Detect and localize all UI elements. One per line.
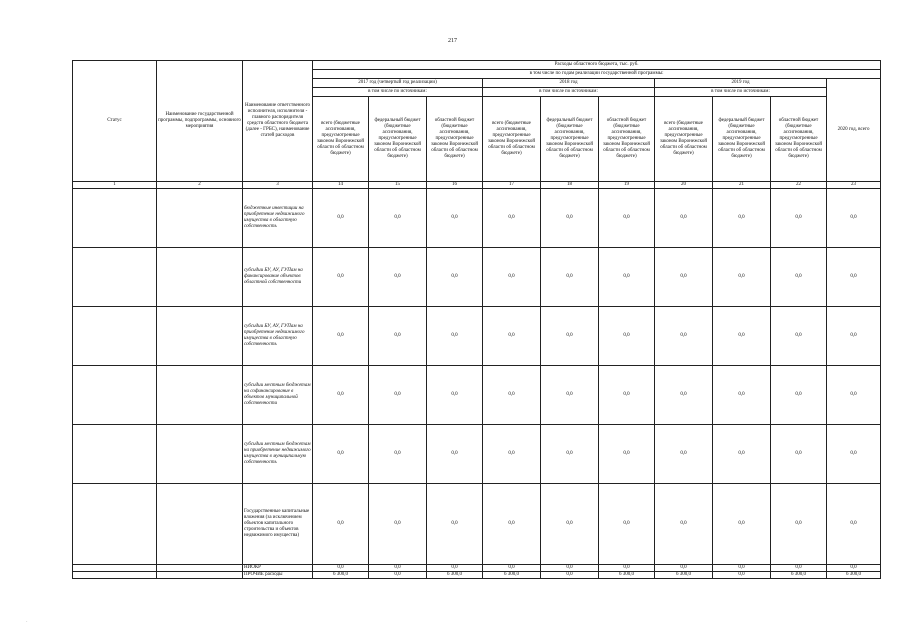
value-cell: 0,0 [369, 572, 427, 579]
value-cell: 0,0 [713, 565, 771, 572]
column-number-cell: 19 [599, 182, 655, 189]
table-row [73, 366, 881, 425]
value-cell: 0,0 [771, 565, 827, 572]
table-row [73, 572, 881, 579]
column-number-cell: 18 [541, 182, 599, 189]
value-cell: 0,0 [713, 248, 771, 307]
value-cell: 0,0 [599, 366, 655, 425]
header-sources-2018: в том числе по источникам: [483, 88, 655, 97]
column-number-cell: 14 [313, 182, 369, 189]
value-cell: 0,0 [427, 425, 483, 484]
header-expenses-title: Расходы областного бюджета, тыс. руб. [313, 61, 881, 70]
value-cell: 0,0 [771, 307, 827, 366]
value-cell: 0,0 [541, 248, 599, 307]
header-col-federal: федеральный бюджет (бюджетные ассигнования, предусмотренные законом Воронежской области об областном бюджете) [541, 97, 599, 182]
column-number-cell: 16 [427, 182, 483, 189]
table-row [73, 565, 881, 572]
value-cell: 0,0 [427, 307, 483, 366]
table-row [73, 484, 881, 565]
value-cell: 0,0 [655, 484, 713, 565]
value-cell: 0,0 [541, 572, 599, 579]
program-cell [157, 189, 243, 248]
value-cell: 0,0 [655, 425, 713, 484]
value-cell: 0,0 [483, 484, 541, 565]
status-cell [73, 425, 157, 484]
header-col-regional: областной бюджет (бюджетные ассигнования, предусмотренные законом Воронежской области об областном бюджете) [599, 97, 655, 182]
value-cell: 0,0 [713, 484, 771, 565]
value-cell: 0,0 [827, 307, 881, 366]
scan-mark: · [26, 620, 28, 625]
value-cell: 0,0 [313, 366, 369, 425]
value-cell: 0,0 [369, 484, 427, 565]
column-number-cell: 3 [243, 182, 313, 189]
table-row [73, 425, 881, 484]
value-cell: 0,0 [369, 366, 427, 425]
value-cell: 0,0 [369, 565, 427, 572]
value-cell: 0,0 [541, 307, 599, 366]
value-cell: 6 300,0 [827, 572, 881, 579]
program-cell [157, 572, 243, 579]
value-cell: 0,0 [427, 189, 483, 248]
program-cell [157, 366, 243, 425]
expense-item-name: субсидии местным бюджетам на приобретение недвижимого имущества в муниципальную собственность [243, 425, 313, 484]
header-program-name: Наименование государственной программы, подпрограммы, основного мероприятия [157, 61, 243, 182]
value-cell: 0,0 [599, 307, 655, 366]
header-col-regional: областной бюджет (бюджетные ассигнования, предусмотренные законом Воронежской области об областном бюджете) [427, 97, 483, 182]
value-cell: 0,0 [713, 189, 771, 248]
value-cell: 0,0 [541, 565, 599, 572]
status-cell [73, 366, 157, 425]
value-cell: 0,0 [541, 484, 599, 565]
status-cell [73, 248, 157, 307]
value-cell: 0,0 [827, 425, 881, 484]
header-executor: Наименование ответственного исполнителя, исполнителя - главного распорядителя средств областного бюджета (далее - ГРБС), наименование статей расходов [243, 61, 313, 182]
column-number-cell: 1 [73, 182, 157, 189]
value-cell: 0,0 [827, 248, 881, 307]
value-cell: 0,0 [541, 366, 599, 425]
program-cell [157, 484, 243, 565]
header-sources-2017: в том числе по источникам: [313, 88, 483, 97]
value-cell: 0,0 [483, 307, 541, 366]
header-col-total: всего (бюджетные ассигнования, предусмотренные законом Воронежской области об областном бюджете) [655, 97, 713, 182]
value-cell: 0,0 [827, 366, 881, 425]
header-col-federal: федеральный бюджет (бюджетные ассигнования, предусмотренные законом Воронежской области об областном бюджете) [369, 97, 427, 182]
page-number: 217 [448, 38, 457, 44]
value-cell: 0,0 [713, 307, 771, 366]
header-col-regional: областной бюджет (бюджетные ассигнования, предусмотренные законом Воронежской области об областном бюджете) [771, 97, 827, 182]
program-cell [157, 248, 243, 307]
value-cell: 0,0 [483, 248, 541, 307]
value-cell: 0,0 [771, 189, 827, 248]
value-cell: 0,0 [655, 307, 713, 366]
value-cell: 0,0 [313, 189, 369, 248]
value-cell: 0,0 [369, 307, 427, 366]
value-cell: 6 300,0 [483, 572, 541, 579]
value-cell: 0,0 [427, 484, 483, 565]
status-cell [73, 189, 157, 248]
header-by-years: в том числе по годам реализации государственной программы: [313, 70, 881, 79]
value-cell: 6 300,0 [599, 572, 655, 579]
expense-item-name: НИОКР [243, 565, 313, 572]
column-number-cell: 2 [157, 182, 243, 189]
value-cell: 0,0 [771, 425, 827, 484]
value-cell: 6 300,0 [427, 572, 483, 579]
value-cell: 0,0 [483, 189, 541, 248]
value-cell: 0,0 [313, 565, 369, 572]
expense-item-name: субсидии БУ, АУ, ГУПам на финансирование объектов областной собственности [243, 248, 313, 307]
value-cell: 0,0 [771, 484, 827, 565]
value-cell: 0,0 [541, 189, 599, 248]
value-cell: 0,0 [599, 248, 655, 307]
value-cell: 6 300,0 [313, 572, 369, 579]
column-numbers-row [73, 182, 881, 189]
table-row [73, 189, 881, 248]
value-cell: 0,0 [599, 484, 655, 565]
status-cell [73, 572, 157, 579]
expense-item-name: ПРОЧИЕ расходы [243, 572, 313, 579]
status-cell [73, 484, 157, 565]
column-number-cell: 23 [827, 182, 881, 189]
value-cell: 0,0 [771, 366, 827, 425]
value-cell: 0,0 [599, 189, 655, 248]
value-cell: 0,0 [313, 248, 369, 307]
program-cell [157, 565, 243, 572]
value-cell: 0,0 [369, 189, 427, 248]
value-cell: 0,0 [427, 565, 483, 572]
value-cell: 0,0 [655, 366, 713, 425]
value-cell: 6 300,0 [655, 572, 713, 579]
value-cell: 0,0 [599, 565, 655, 572]
expense-item-name: Государственные капитальные вложения (за исключением объектов капитального строительства и объектов недвижимого имущества) [243, 484, 313, 565]
value-cell: 0,0 [713, 572, 771, 579]
value-cell: 0,0 [655, 565, 713, 572]
column-number-cell: 22 [771, 182, 827, 189]
value-cell: 0,0 [427, 248, 483, 307]
header-col-total: всего (бюджетные ассигнования, предусмотренные законом Воронежской области об областном бюджете) [313, 97, 369, 182]
expense-item-name: субсидии местным бюджетам на софинансирование в объектов муниципальной собственности [243, 366, 313, 425]
table-row [73, 307, 881, 366]
column-number-cell: 21 [713, 182, 771, 189]
column-number-cell: 17 [483, 182, 541, 189]
header-status: Статус [73, 61, 157, 182]
header-col-total: всего (бюджетные ассигнования, предусмотренные законом Воронежской области об областном бюджете) [483, 97, 541, 182]
value-cell: 0,0 [483, 366, 541, 425]
value-cell: 0,0 [713, 425, 771, 484]
value-cell: 0,0 [827, 189, 881, 248]
status-cell [73, 565, 157, 572]
column-number-cell: 20 [655, 182, 713, 189]
header-col-federal: федеральный бюджет (бюджетные ассигнования, предусмотренные законом Воронежской области об областном бюджете) [713, 97, 771, 182]
value-cell: 0,0 [827, 565, 881, 572]
header-sources-2019: в том числе по источникам: [655, 88, 827, 97]
value-cell: 0,0 [771, 248, 827, 307]
expense-item-name: бюджетные инвестиции на приобретение недвижимого имущества в областную собственность [243, 189, 313, 248]
program-cell [157, 425, 243, 484]
value-cell: 6 300,0 [771, 572, 827, 579]
value-cell: 0,0 [369, 425, 427, 484]
table-row [73, 248, 881, 307]
value-cell: 0,0 [483, 425, 541, 484]
value-cell: 0,0 [427, 366, 483, 425]
value-cell: 0,0 [313, 425, 369, 484]
status-cell [73, 307, 157, 366]
value-cell: 0,0 [483, 565, 541, 572]
header-year-2020: 2020 год, всего [827, 79, 881, 182]
program-cell [157, 307, 243, 366]
value-cell: 0,0 [313, 484, 369, 565]
header-year-2017: 2017 год (четвертый год реализации) [313, 79, 483, 88]
budget-table [72, 60, 881, 579]
value-cell: 0,0 [313, 307, 369, 366]
value-cell: 0,0 [599, 425, 655, 484]
header-year-2019: 2019 год [655, 79, 827, 88]
value-cell: 0,0 [369, 248, 427, 307]
column-number-cell: 15 [369, 182, 427, 189]
header-year-2018: 2018 год [483, 79, 655, 88]
expense-item-name: субсидии БУ, АУ, ГУПам на приобретение недвижимого имущества в областную собственность [243, 307, 313, 366]
value-cell: 0,0 [655, 248, 713, 307]
value-cell: 0,0 [827, 484, 881, 565]
value-cell: 0,0 [655, 189, 713, 248]
value-cell: 0,0 [713, 366, 771, 425]
value-cell: 0,0 [541, 425, 599, 484]
